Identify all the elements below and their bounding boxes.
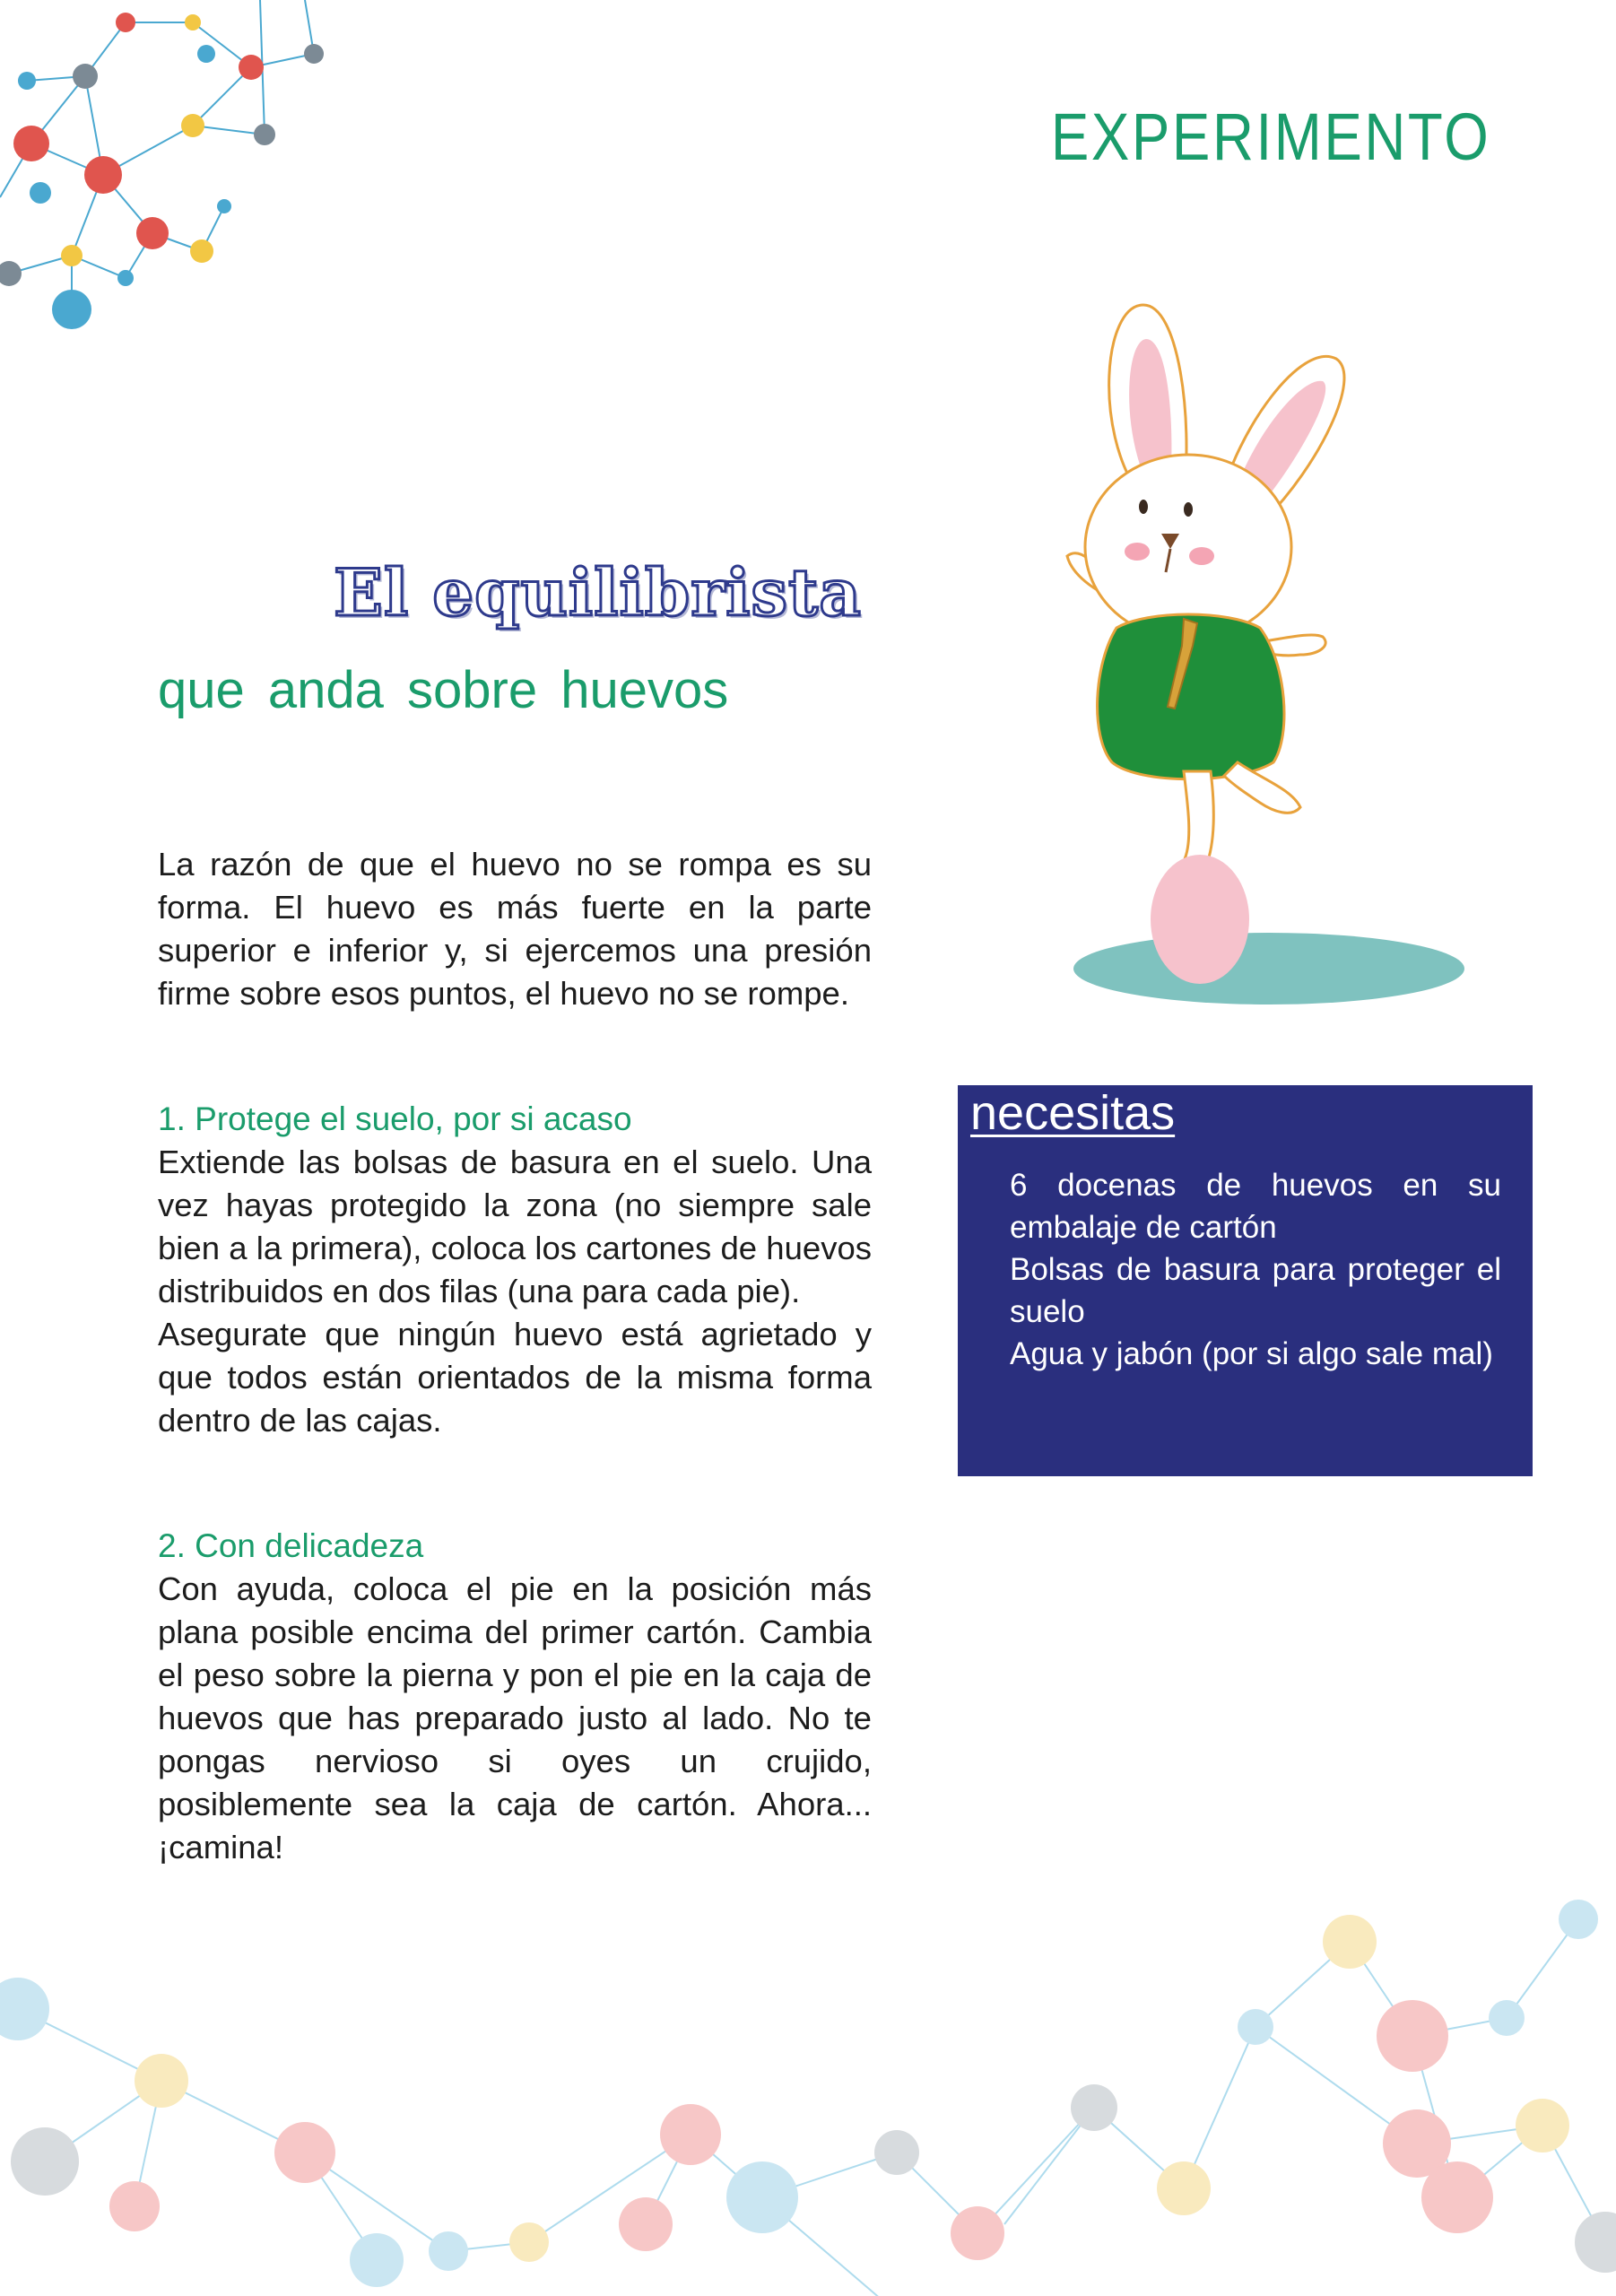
bunny-balancing-on-egg-illustration (1031, 287, 1498, 1022)
materials-needed-box (958, 1085, 1533, 1476)
intro-paragraph (158, 843, 872, 1015)
step-1-body: Extiende las bolsas de basura en el suelo. Una vez hayas protegido la zona (no siempre sale bien a la primera), coloca los cartones de huevos distribuidos en dos filas (una para cada pie). Asegurate que ningún huevo está agrietado y que todos están orientados de la misma forma dentro de las cajas. (158, 1144, 872, 1439)
materials-list (1010, 1164, 1501, 1375)
step-1-heading: 1. Protege el suelo, por si acaso (158, 1100, 632, 1137)
molecule-network-decoration-top (0, 0, 341, 350)
materials-item: 6 docenas de huevos en su embalaje de cartón (1010, 1168, 1501, 1245)
step-2-heading: 2. Con delicadeza (158, 1527, 424, 1564)
page-title: El equilibrista (334, 554, 862, 631)
step-2-body: Con ayuda, coloca el pie en la posición más plana posible encima del primer cartón. Cambia el peso sobre la pierna y pon el pie en la caja de huevos que has preparado justo al lado. No te pongas nervioso si oyes un crujido, posiblemente sea la caja de cartón. Ahora...¡camina! (158, 1570, 872, 1866)
molecule-network-decoration-bottom (0, 1866, 1616, 2296)
section-header-experimento: EXPERIMENTO (1050, 100, 1490, 174)
intro-text: La razón de que el huevo no se rompa es su forma. El huevo es más fuerte en la parte superior e inferior y, si ejercemos una presión firme sobre esos puntos, el huevo no se rompe. (158, 846, 872, 1012)
materials-item: Agua y jabón (por si algo sale mal) (1010, 1336, 1493, 1371)
page-subtitle: que anda sobre huevos (158, 661, 729, 719)
materials-item: Bolsas de basura para proteger el suelo (1010, 1252, 1501, 1329)
step-1 (158, 1098, 872, 1442)
step-2 (158, 1525, 872, 1869)
materials-needed-title: necesitas (970, 1086, 1176, 1140)
